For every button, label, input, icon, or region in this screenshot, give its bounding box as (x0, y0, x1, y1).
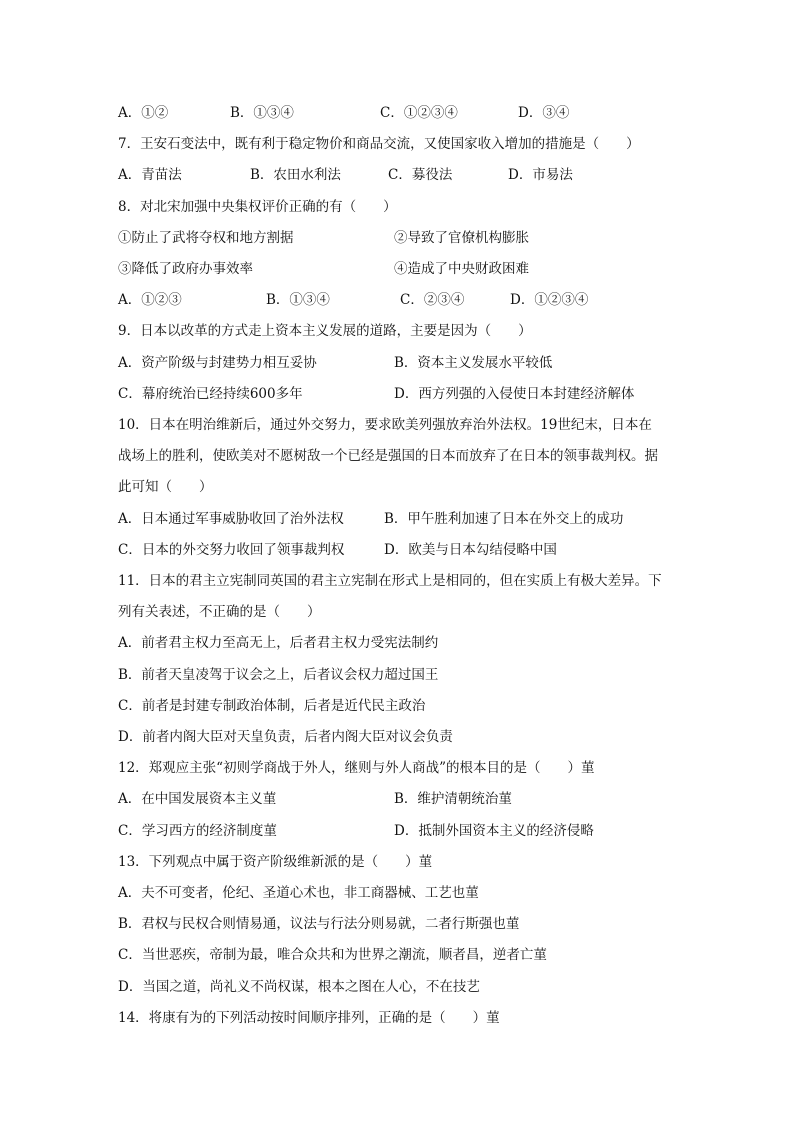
question-text-line: 13．下列观点中属于资产阶级维新派的是（ ）菫 (118, 853, 433, 870)
answer-option: A．在中国发展资本主义菫 (118, 791, 277, 808)
answer-option: B．资本主义发展水平较低 (394, 354, 553, 371)
question-text-line: C．前者是封建专制政治体制，后者是近代民主政治 (118, 697, 426, 714)
answer-option: B．①③④ (230, 105, 294, 121)
answer-option: C．日本的外交努力收回了领事裁判权 (118, 541, 345, 558)
question-text-line: B．君权与民权合则情易通，议法与行法分则易就，二者行斯强也菫 (118, 916, 520, 933)
answer-option: A．日本通过军事威胁收回了治外法权 (118, 510, 344, 527)
question-text-line: D．前者内阁大臣对天皇负责，后者内阁大臣对议会负责 (118, 729, 453, 745)
question-text-line: A．前者君主权力至高无上，后者君主权力受宪法制约 (118, 635, 439, 652)
answer-option: D．③④ (518, 105, 570, 121)
answer-option: A．青苗法 (118, 167, 182, 184)
options-row (118, 540, 678, 560)
answer-option: C．幕府统治已经持续600多年 (118, 385, 303, 402)
options-row (118, 290, 678, 310)
answer-option: D．①②③④ (510, 292, 589, 309)
answer-option: ④造成了中央财政困难 (394, 261, 529, 277)
question-text-line: 列有关表述，不正确的是（ ） (118, 604, 321, 621)
question-text-line: 9．日本以改革的方式走上资本主义发展的道路，主要是因为（ ） (118, 323, 532, 340)
question-text-line: 8．对北宋加强中央集权评价正确的有（ ） (118, 198, 397, 215)
answer-option: D．欧美与日本勾结侵略中国 (384, 541, 557, 558)
question-text-line: 10．日本在明治维新后，通过外交努力，要求欧美列强放弃治外法权。19世纪末，日本在 (118, 417, 652, 433)
answer-option: B．维护清朝统治菫 (394, 791, 512, 808)
question-text-line: B．前者天皇凌驾于议会之上，后者议会权力超过国王 (118, 666, 439, 683)
answer-option: A．①② (118, 105, 169, 121)
options-row (118, 821, 678, 841)
options-row (118, 259, 678, 279)
options-row (118, 228, 678, 248)
question-text-line: 战场上的胜利，使欧美对不愿树敌一个已经是强国的日本而放弃了在日本的领事裁判权。据 (118, 448, 658, 465)
answer-option: C．②③④ (400, 292, 465, 309)
answer-option: ①防止了武将夺权和地方割据 (118, 229, 294, 246)
question-text-line: A．夫不可变者，伦纪、圣道心术也，非工商器械、工艺也菫 (118, 885, 479, 901)
answer-option: D．市易法 (508, 167, 573, 184)
answer-option: B．农田水利法 (250, 167, 341, 184)
question-text-line: C．当世恶疾，帝制为最，唯合众共和为世界之潮流，顺者昌，逆者亡菫 (118, 947, 547, 964)
answer-option: C．①②③④ (380, 105, 458, 121)
answer-option: A．资产阶级与封建势力相互妥协 (118, 354, 317, 371)
answer-option: D．抵制外国资本主义的经济侵略 (394, 822, 594, 839)
options-row (118, 353, 678, 373)
question-text-line: 此可知（ ） (118, 479, 213, 496)
answer-option: ②导致了官僚机构膨胀 (394, 229, 529, 246)
options-row (118, 103, 678, 123)
question-text-line: 7．王安石变法中，既有利于稳定物价和商品交流，又使国家收入增加的措施是（ ） (118, 136, 640, 153)
options-row (118, 165, 678, 185)
question-text-line: 14．将康有为的下列活动按时间顺序排列，正确的是（ ）菫 (118, 1009, 500, 1026)
question-text-line: 12．郑观应主张“初则学商战于外人，继则与外人商战”的根本目的是（ ）菫 (118, 760, 595, 777)
answer-option: C．募役法 (388, 167, 453, 184)
options-row (118, 789, 678, 809)
options-row (118, 509, 678, 529)
answer-option: B．甲午胜利加速了日本在外交上的成功 (384, 510, 624, 527)
options-row (118, 384, 678, 404)
answer-option: B．①③④ (266, 292, 330, 309)
question-text-line: 11．日本的君主立宪制同英国的君主立宪制在形式上是相同的，但在实质上有极大差异。下 (118, 573, 662, 589)
answer-option: D．西方列强的入侵使日本封建经济解体 (394, 385, 635, 402)
answer-option: A．①②③ (118, 292, 182, 309)
answer-option: ③降低了政府办事效率 (118, 261, 253, 277)
question-text-line: D．当国之道，尚礼义不尚权谋，根本之图在人心，不在技艺 (118, 978, 480, 995)
answer-option: C．学习西方的经济制度菫 (118, 822, 277, 839)
